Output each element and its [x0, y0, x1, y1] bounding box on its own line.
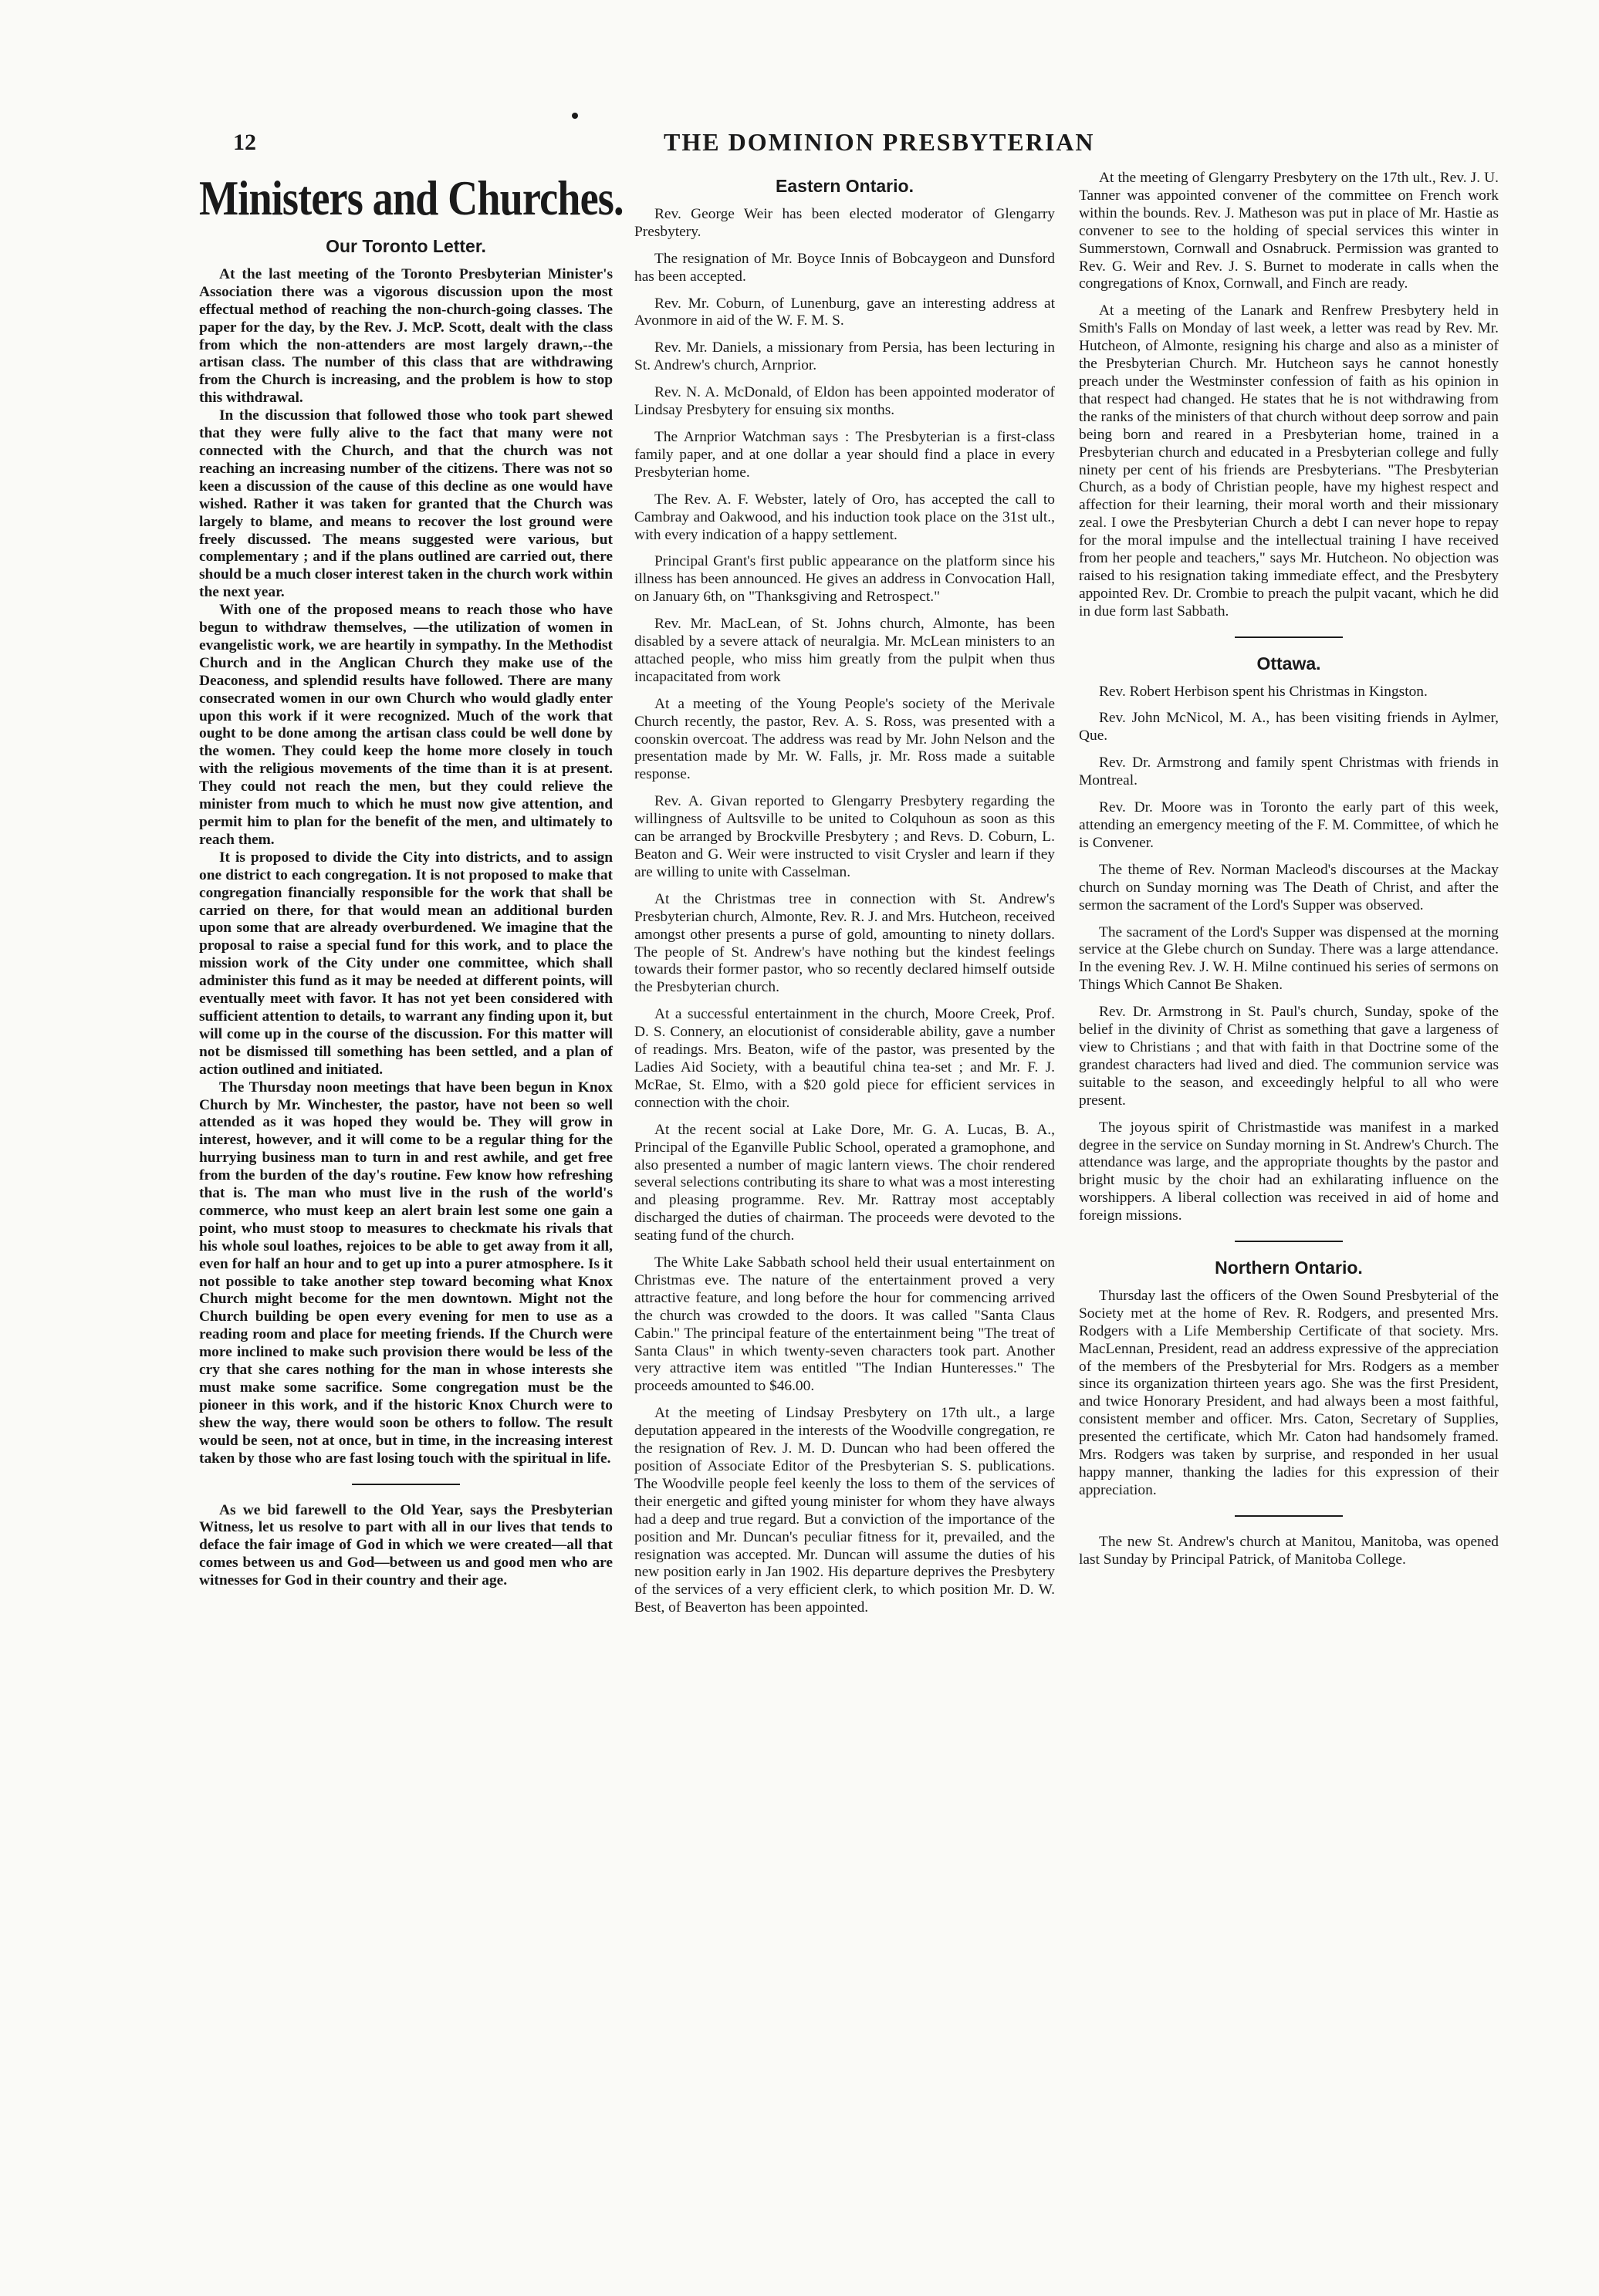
news-item: Rev. John McNicol, M. A., has been visiting friends in Aylmer, Que. — [1079, 710, 1499, 745]
news-item: At the meeting of Lindsay Presbytery on 17th ult., a large deputation appeared in the interests of the Woodville congregation, re the resignation of Rev. J. M. D. Duncan who had been offered the position of Associate Editor of the Presbyterian S. S. publications. The Woodville people feel keenly the loss to them of the services of their energetic and gifted young minister for whom they have always had a deep and true regard. But a conviction of the importance of the position and Mr. Duncan's peculiar fitness for it, prevailed, and the resignation was accepted. Mr. Duncan will assume the duties of his new position early in Jan 1902. His departure deprives the Presbytery of the services of a very efficient clerk, to which position Mr. D. W. Best, of Beaverton has been appointed. — [634, 1405, 1055, 1616]
article-paragraph: The Thursday noon meetings that have been begun in Knox Church by Mr. Winchester, the pastor, have not been so well attended as it was hoped they would be. They will grow in interest, however, and it will come to be a regular thing for the hurrying business man to turn in and rest awhile, and get free from the burden of the day's routine. Few know how refreshing that is. The man who must live in the rush of the world's commerce, who must keep an alert brain lest some one gain a point, who must stoop to measures to checkmate his rivals that his whole soul loathes, rejoices to be able to get away from it all, even for half an hour and to get up into a purer atmosphere. Is it not possible to take another step toward becoming what Knox Church might become for the men downtown. Might not the Church building be open every evening for men to use as a reading room and place for meeting friends. If the Church were more inclined to make such provision there would be less of the cry that she cares nothing for the man in whose interests she must make some sacrifice. Some congregation must be the pioneer in this work, and if the historic Knox Church were to shew the way, there would soon be others to follow. The result would be seen, not at once, but in time, in the increasing interest taken by those who are fast losing touch with the spiritual in life. — [199, 1079, 613, 1467]
news-item: At a successful entertainment in the church, Moore Creek, Prof. D. S. Connery, an elocutionist of considerable ability, gave a number of readings. Mrs. Beaton, wife of the pastor, was presented by the Ladies Aid Society, with a beautiful china tea-set ; and Mr. F. J. McRae, St. Elmo, with a $20 gold piece for efficient services in connection with the choir. — [634, 1006, 1055, 1111]
article-paragraph: At the last meeting of the Toronto Presbyterian Minister's Association there was a vigorous discussion upon the most effectual method of reaching the non-church-going classes. The paper for the day, by the Rev. J. McP. Scott, dealt with the class from which the non-attenders are most largely drawn,--the artisan class. The number of this class that are withdrawing from the Church is increasing, and the problem is how to stop this withdrawal. — [199, 265, 613, 407]
news-item: Rev. Mr. MacLean, of St. Johns church, Almonte, has been disabled by a severe attack of neuralgia. Mr. McLean ministers to an attached people, who miss him greatly from the pulpit when thus incapacitated from work — [634, 616, 1055, 685]
news-item: Rev. Dr. Armstrong in St. Paul's church, Sunday, spoke of the belief in the divinity of Christ as something that gave a largeness of view to Christians ; and that with faith in that Doctrine some of the grandest characters had lived and died. The communion service was suitable to the season, and exceedingly helpful to all who were present. — [1079, 1004, 1499, 1109]
news-item: At the Christmas tree in connection with St. Andrew's Presbyterian church, Almonte, Rev. R. J. and Mrs. Hutcheon, received amongst other presents a purse of gold, amounting to ninety dollars. The people of St. Andrew's have nothing but the kindest feelings towards their former pastor, who so recently declared himself outside the Presbyterian church. — [634, 890, 1055, 996]
section-divider — [1235, 1515, 1343, 1517]
page-number: 12 — [233, 130, 256, 155]
news-item: Rev. N. A. McDonald, of Eldon has been appointed moderator of Lindsay Presbytery for ensuing six months. — [634, 384, 1055, 419]
print-speck — [572, 113, 578, 119]
section-divider — [1235, 636, 1343, 638]
news-item: The new St. Andrew's church at Manitou, Manitoba, was opened last Sunday by Principal Patrick, of Manitoba College. — [1079, 1533, 1499, 1568]
article-paragraph: In the discussion that followed those who took part shewed that they were fully alive to the fact that many were not connected with the Church, and that the church was not reaching an increasing number of the citizens. There was not so keen a discussion of the cause of this decline as one would have wished. Rather it was taken for granted that the Church was largely to blame, and means to recover the lost ground were freely discussed. The means suggested were various, but complementary ; and if the plans outlined are carried out, there should be a much closer interest taken in the church work within the next year. — [199, 407, 613, 601]
news-item: Rev. Mr. Coburn, of Lunenburg, gave an interesting address at Avonmore in aid of the W. F. M. S. — [634, 295, 1055, 329]
section-heading-northern-ontario: Northern Ontario. — [1215, 1258, 1363, 1278]
news-item: Rev. Robert Herbison spent his Christmas in Kingston. — [1099, 683, 1428, 700]
section-heading-eastern-ontario: Eastern Ontario. — [776, 176, 914, 196]
article-paragraph: With one of the proposed means to reach those who have begun to withdraw themselves, —the utilization of women in evangelistic work, we are heartily in sympathy. In the Methodist Church and in the Anglican Church they make use of the Deaconess, and splendid results have followed. There are many consecrated women in our own Church who would gladly enter upon this work if it were recognized. Much of the work that ought to be done among the artisan class could be well done by the women. They could keep the home more closely in touch with the religious movements of the time than it is at present. They could not reach the men, but they could relieve the minister from much to which he must now give attention, and permit him to plan for the benefit of the men, and ultimately to reach them. — [199, 602, 613, 848]
headline: Ministers and Churches. — [199, 171, 624, 225]
news-item: The joyous spirit of Christmastide was manifest in a marked degree in the service on Sunday morning in St. Andrew's Church. The attendance was large, and the appropriate thoughts by the pastor and bright music by the choir had an exhilarating influence on the worshippers. A liberal collection was received in aid of home and foreign missions. — [1079, 1119, 1499, 1224]
section-heading-ottawa: Ottawa. — [1256, 653, 1321, 674]
news-item: Rev. George Weir has been elected moderator of Glengarry Presbytery. — [634, 205, 1055, 240]
news-item: Thursday last the officers of the Owen Sound Presbyterial of the Society met at the home of Rev. R. Rodgers, and presented Mrs. Rodgers with a Life Membership Certificate of that society. Mrs. MacLennan, President, read an address expressive of the appreciation of the members of the Presbyterial for Mrs. Rodgers as a member since its organization thirteen years ago. She was the first President, and twice Honorary President, and had always been a most faithful, consistent member and officer. Mrs. Caton, Secretary of Supplies, presented the certificate, which Mr. Caton had handsomely framed. Mrs. Rodgers was taken by surprise, and responded in her usual happy manner, thanking the ladies for this expression of their appreciation. — [1079, 1287, 1499, 1498]
news-item: At a meeting of the Lanark and Renfrew Presbytery held in Smith's Falls on Monday of last week, a letter was read by Rev. Mr. Hutcheon, of Almonte, resigning his charge and also as a minister of the Presbyterian Church. Mr. Hutcheon says he cannot honestly preach under the Westminster confession of faith as his opinion in that respect had changed. He states that he is not withdrawing from the ranks of the ministers of that church without deep sorrow and pain being born and reared in a Presbyterian home, trained in a Presbyterian church and educated in a Presbyterian college and fully ninety per cent of his friends are Presbyterians. "The Presbyterian Church, as a body of Christian people, have my highest respect and affection for their learning, their moral worth and their missionary zeal. I owe the Presbyterian Church a debt I can never hope to repay for the moral impulse and the intellectual training I have received from her people and teachers," says Mr. Hutcheon. No objection was raised to his resignation taking immediate effect, and the Presbytery appointed Rev. Dr. Crombie to preach the pulpit vacant, which he did in due form last Sabbath. — [1079, 302, 1499, 620]
column-ottawa-northern — [1079, 170, 1499, 1578]
news-item: The resignation of Mr. Boyce Innis of Bobcaygeon and Dunsford has been accepted. — [634, 250, 1055, 285]
news-item: Rev. Dr. Moore was in Toronto the early part of this week, attending an emergency meeting of the F. M. Committee, of which he is Convener. — [1079, 799, 1499, 851]
closing-paragraph: As we bid farewell to the Old Year, says the Presbyterian Witness, let us resolve to part with all in our lives that tends to deface the fair image of God in which we were created—all that comes between us and God—between us and good men who are witnesses for God in their country and their age. — [199, 1501, 613, 1589]
news-item: The Rev. A. F. Webster, lately of Oro, has accepted the call to Cambray and Oakwood, and his induction took place on the 31st ult., with every indication of a happy settlement. — [634, 491, 1055, 543]
news-item: At a meeting of the Young People's society of the Merivale Church recently, the pastor, Rev. A. S. Ross, was presented with a coonskin overcoat. The address was read by Mr. John Nelson and the presentation made by Mr. W. Falls, jr. Mr. Ross made a suitable response. — [634, 695, 1055, 783]
section-divider — [1235, 1241, 1343, 1242]
running-title: THE DOMINION PRESBYTERIAN — [664, 128, 1095, 156]
article-paragraph: It is proposed to divide the City into districts, and to assign one district to each congregation. It is not proposed to make that congregation financially responsible for the work that shall be carried on there, for that would mean an additional burden upon some that are already overburdened. We imagine that the proposal to raise a special fund for this work, and to place the mission work of the City under one committee, which shall administer this fund as it may be needed at different points, will eventually meet with favor. It has not yet been considered with sufficient attention to details, to warrant any finding upon it, but will come up in the course of the discussion. For this matter will not be dismissed till something has been settled, and a plan of action outlined and initiated. — [199, 849, 613, 1078]
column-eastern-ontario — [634, 170, 1055, 1626]
news-item: The White Lake Sabbath school held their usual entertainment on Christmas eve. The nature of the entertainment proved a very attractive feature, and long before the hour for commencing arrived the church was crowded to the doors. It was called "Santa Claus Cabin." The principal feature of the entertainment being "The treat of Santa Claus" in which twenty-seven characters took part. Another very attractive item was entitled "The Indian Hunteresses." The proceeds amounted to $46.00. — [634, 1254, 1055, 1395]
section-heading-toronto-letter: Our Toronto Letter. — [326, 236, 486, 256]
news-item: Rev. Mr. Daniels, a missionary from Persia, has been lecturing in St. Andrew's church, Arnprior. — [634, 339, 1055, 374]
news-item: The Arnprior Watchman says : The Presbyterian is a first-class family paper, and at one dollar a year should find a place in every Presbyterian home. — [634, 428, 1055, 481]
news-item: The theme of Rev. Norman Macleod's discourses at the Mackay church on Sunday morning was The Death of Christ, and after the sermon the sacrament of the Lord's Supper was observed. — [1079, 861, 1499, 913]
section-divider — [352, 1484, 460, 1485]
column-toronto-letter — [199, 170, 624, 1590]
news-item: At the recent social at Lake Dore, Mr. G. A. Lucas, B. A., Principal of the Eganville Public School, operated a gramophone, and also presented a number of magic lantern views. The choir rendered several selections contributing its share to what was a most interesting and pleasing programme. Rev. Mr. Rattray most acceptably discharged the duties of chairman. The proceeds were devoted to the seating fund of the church. — [634, 1121, 1055, 1244]
news-item: The sacrament of the Lord's Supper was dispensed at the morning service at the Glebe church on Sunday. There was a large attendance. In the evening Rev. J. W. H. Milne continued his series of sermons on Things Which Cannot Be Shaken. — [1079, 923, 1499, 994]
news-item: Rev. A. Givan reported to Glengarry Presbytery regarding the willingness of Aultsville to be united to Colquhoun as soon as this can be arranged by Brockville Presbytery ; and Revs. D. Coburn, L. Beaton and G. Weir were instructed to visit Crysler and learn if they are willing to unite with Casselman. — [634, 793, 1055, 880]
news-item: Rev. Dr. Armstrong and family spent Christmas with friends in Montreal. — [1079, 755, 1499, 789]
news-item: Principal Grant's first public appearance on the platform since his illness has been announced. He gives an address in Convocation Hall, on January 6th, on "Thanksgiving and Retrospect." — [634, 553, 1055, 606]
news-item: At the meeting of Glengarry Presbytery on the 17th ult., Rev. J. U. Tanner was appointed convener of the committee on French work within the bounds. Rev. J. Matheson was put in place of Mr. Hastie as convener to see to the holding of special services this winter in Summerstown, Cornwall and Osnabruck. Permission was granted to Rev. G. Weir and Rev. J. S. Burnet to moderate in calls when the congregations of Knox, Cornwall, and Finch are ready. — [1079, 170, 1499, 292]
